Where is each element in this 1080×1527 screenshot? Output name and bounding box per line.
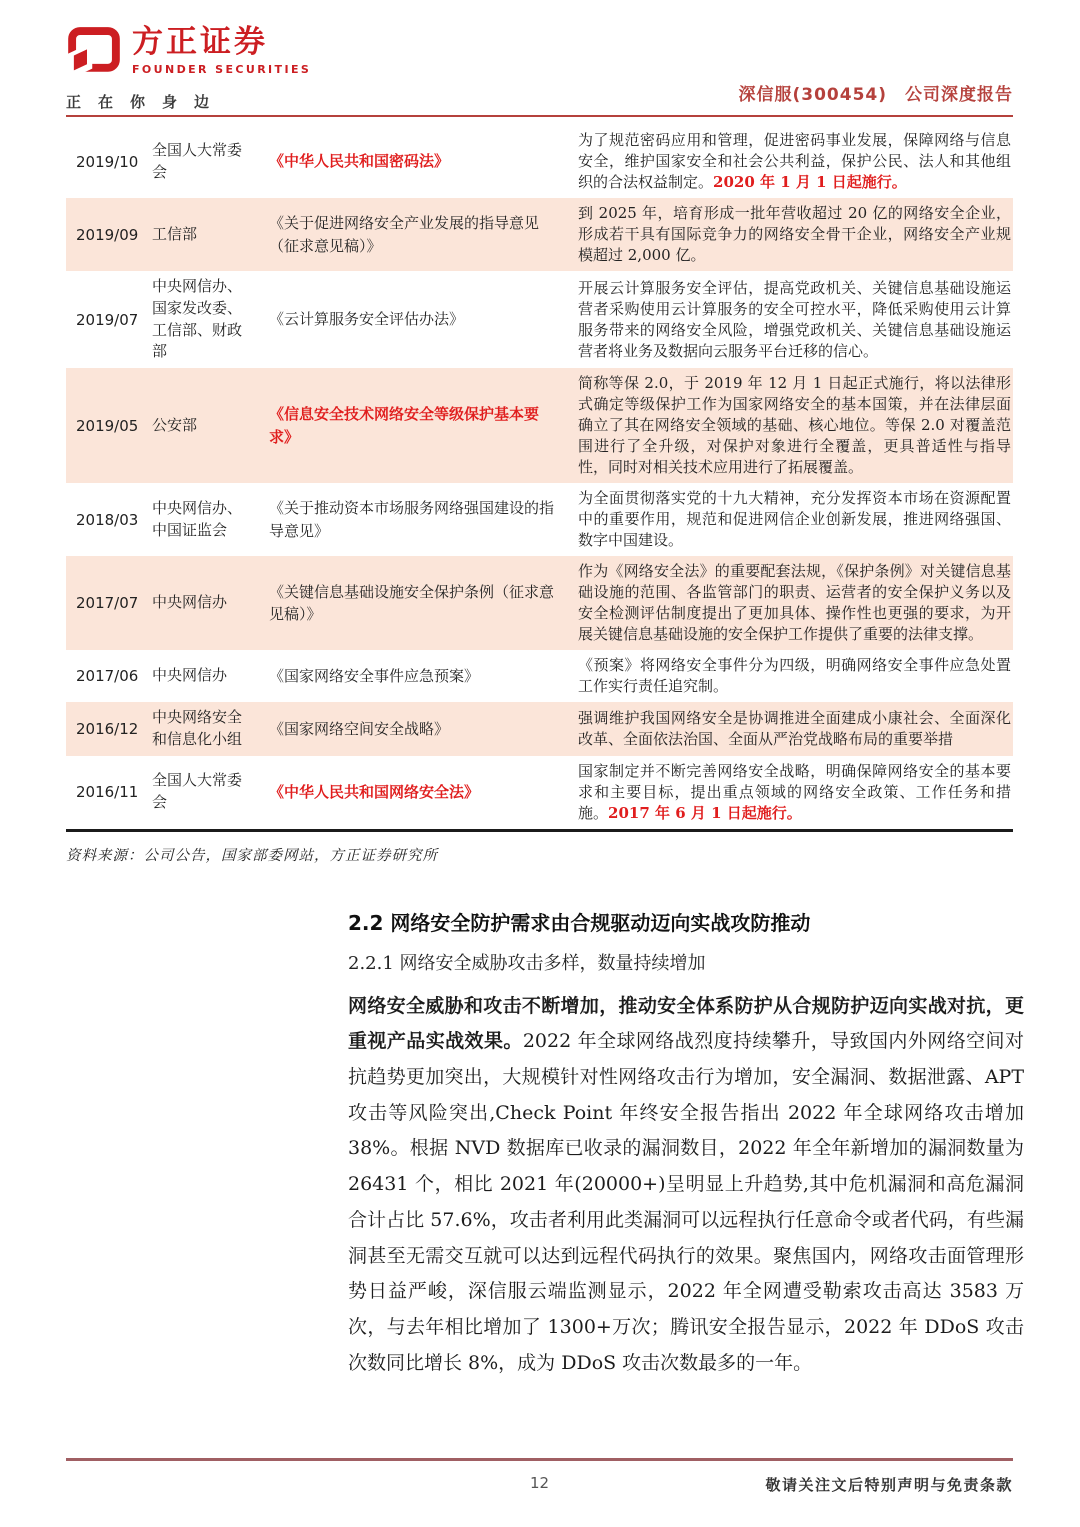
paragraph-body: 2022 年全球网络战烈度持续攀升，导致国内外网络空间对抗趋势更加突出，大规模针对性网络攻击行为增加，安全漏洞、数据泄露、APT 攻击等风险突出,Check Point 年终安全报告指出 2022 年全球网络攻击增加 38%。根据 NVD 数据库已收录的漏洞数目，2022 年全年新增加的漏洞数量为 26431 个，相比 2021 年(20000+)呈明显上升趋势,其中危机漏洞和高危漏洞合计占比 57.6%，攻击者利用此类漏洞可以远程执行任意命令或者代码，有些漏洞甚至无需交互就可以达到远程代码执行的效果。聚焦国内，网络攻击面管理形势日益严峻，深信服云端监测显示，2022 年全网遭受勒索攻击高达 3583 万次，与去年相比增加了 1300+万次；腾讯安全报告显示，2022 年 DDoS 攻击次数同比增长 8%，成为 DDoS 攻击次数最多的一年。 [348, 1030, 1024, 1374]
row-policy-name: 《云计算服务安全评估办法》 [269, 310, 465, 329]
row-date: 2017/07 [76, 594, 139, 612]
source-note: 资料来源：公司公告，国家部委网站，方正证券研究所 [66, 847, 438, 864]
page-content [0, 125, 1080, 1381]
section-heading: 2.2 网络安全防护需求由合规驱动迈向实战攻防推动 [348, 910, 811, 935]
row-description: 简称等保 2.0，于 2019 年 12 月 1 日起正式施行，将以法律形式确定等级保护工作为国家网络安全的基本国策，并在法律层面确立了其在网络安全领域的基础、核心地位。等保 2.0 对覆盖范围进行了全升级，对保护对象进行全覆盖，更具普适性与指导性，同时对相关技术应用进行了拓展覆盖。 [578, 374, 1011, 476]
table-row [66, 650, 1013, 702]
row-agency: 中央网信办、国家发改委、工信部、财政部 [152, 277, 243, 361]
row-date: 2019/10 [76, 152, 139, 171]
section-paragraph [348, 989, 1024, 1382]
table-row [66, 198, 1013, 271]
section-2-2 [348, 907, 1024, 1382]
paragraph-lead: 网络安全威胁和攻击不断增加，推动安全体系防护从合规防护迈向实战对抗，更重视产品实战效果。 [348, 994, 1024, 1053]
logo-name-cn: 方正证券 [132, 24, 268, 60]
row-policy-name: 《国家网络安全事件应急预案》 [269, 666, 480, 685]
report-title: 深信服(300454) 公司深度报告 [738, 85, 1013, 105]
row-policy-name: 《信息安全技术网络安全等级保护基本要求》 [269, 405, 540, 446]
founder-logo-icon [66, 26, 122, 82]
table-row [66, 483, 1013, 556]
row-description: 国家制定并不断完善网络安全战略，明确保障网络安全的基本要求和主要目标，提出重点领域的网络安全政策、工作任务和措施。2017 年 6 月 1 日起施行。 [578, 761, 1011, 822]
page-number: 12 [529, 1474, 550, 1492]
row-agency: 中央网信办 [152, 593, 228, 612]
row-description: 作为《网络安全法》的重要配套法规，《保护条例》对关键信息基础设施的范围、各监管部门的职责、运营者的安全保护义务以及安全检测评估制度提出了更加具体、操作性也更强的要求，为开展关键信息基础设施的安全保护工作提供了重要的法律支撑。 [578, 562, 1011, 643]
row-policy-name: 《中华人民共和国密码法》 [269, 152, 450, 171]
page-header [0, 0, 1080, 117]
row-date: 2016/12 [76, 719, 139, 738]
header-divider [66, 115, 1013, 117]
section-subheading: 2.2.1 网络安全威胁攻击多样，数量持续增加 [348, 952, 706, 974]
table-row [66, 271, 1013, 368]
row-date: 2016/11 [76, 783, 139, 801]
table-row [66, 556, 1013, 650]
row-agency: 中央网络安全和信息化小组 [152, 708, 243, 748]
row-description: 为了规范密码应用和管理，促进密码事业发展，保障网络与信息安全，维护国家安全和社会公共利益，保护公民、法人和其他组织的合法权益制定。2020 年 1 月 1 日起施行。 [578, 131, 1011, 191]
row-agency: 全国人大常委会 [152, 140, 243, 181]
row-description: 开展云计算服务安全评估，提高党政机关、关键信息基础设施运营者采购使用云计算服务的安全可控水平，降低采购使用云计算服务带来的网络安全风险，增强党政机关、关键信息基础设施运营者将业务及数据向云服务平台迁移的信心。 [578, 278, 1011, 360]
row-policy-name: 《国家网络空间安全战略》 [269, 719, 450, 738]
row-description: 强调维护我国网络安全是协调推进全面建成小康社会、全面深化改革、全面依法治国、全面从严治党战略布局的重要举措 [578, 708, 1011, 748]
row-date: 2017/06 [76, 667, 139, 685]
row-date: 2019/05 [76, 416, 139, 435]
policy-table [66, 125, 1013, 832]
row-agency: 中央网信办 [152, 666, 228, 685]
footer-divider [66, 1458, 1013, 1461]
page-footer [66, 1458, 1013, 1496]
row-date: 2019/07 [76, 310, 139, 329]
row-agency: 全国人大常委会 [152, 771, 243, 811]
row-policy-name: 《关于促进网络安全产业发展的指导意见（征求意见稿）》 [269, 214, 540, 255]
table-row [66, 368, 1013, 483]
row-agency: 中央网信办、中国证监会 [152, 498, 243, 539]
row-date: 2019/09 [76, 225, 139, 244]
row-description: 为全面贯彻落实党的十九大精神，充分发挥资本市场在资源配置中的重要作用，规范和促进网信企业创新发展，推进网络强国、数字中国建设。 [578, 489, 1011, 549]
row-agency: 公安部 [152, 415, 198, 434]
row-policy-name: 《中华人民共和国网络安全法》 [269, 782, 480, 801]
table-row [66, 756, 1013, 829]
brand-logo [66, 26, 311, 112]
row-description: 《预案》将网络安全事件分为四级，明确网络安全事件应急处置工作实行责任追究制。 [578, 656, 1011, 695]
footer-disclaimer: 敬请关注文后特别声明与免责条款 [765, 1476, 1013, 1494]
logo-name-en: FOUNDER SECURITIES [132, 62, 312, 76]
brand-tagline: 正在你身边 [66, 93, 227, 111]
row-policy-name: 《关于推动资本市场服务网络强国建设的指导意见》 [269, 499, 555, 540]
table-row [66, 702, 1013, 756]
row-date: 2018/03 [76, 510, 139, 529]
row-description-emphasis: 2017 年 6 月 1 日起施行。 [608, 803, 802, 822]
row-description-emphasis: 2020 年 1 月 1 日起施行。 [713, 173, 907, 191]
row-policy-name: 《关键信息基础设施安全保护条例（征求意见稿）》 [269, 582, 555, 623]
row-agency: 工信部 [152, 224, 198, 243]
table-row [66, 125, 1013, 198]
row-description: 到 2025 年，培育形成一批年营收超过 20 亿的网络安全企业，形成若干具有国际竞争力的网络安全骨干企业，网络安全产业规模超过 2,000 亿。 [578, 204, 1011, 264]
